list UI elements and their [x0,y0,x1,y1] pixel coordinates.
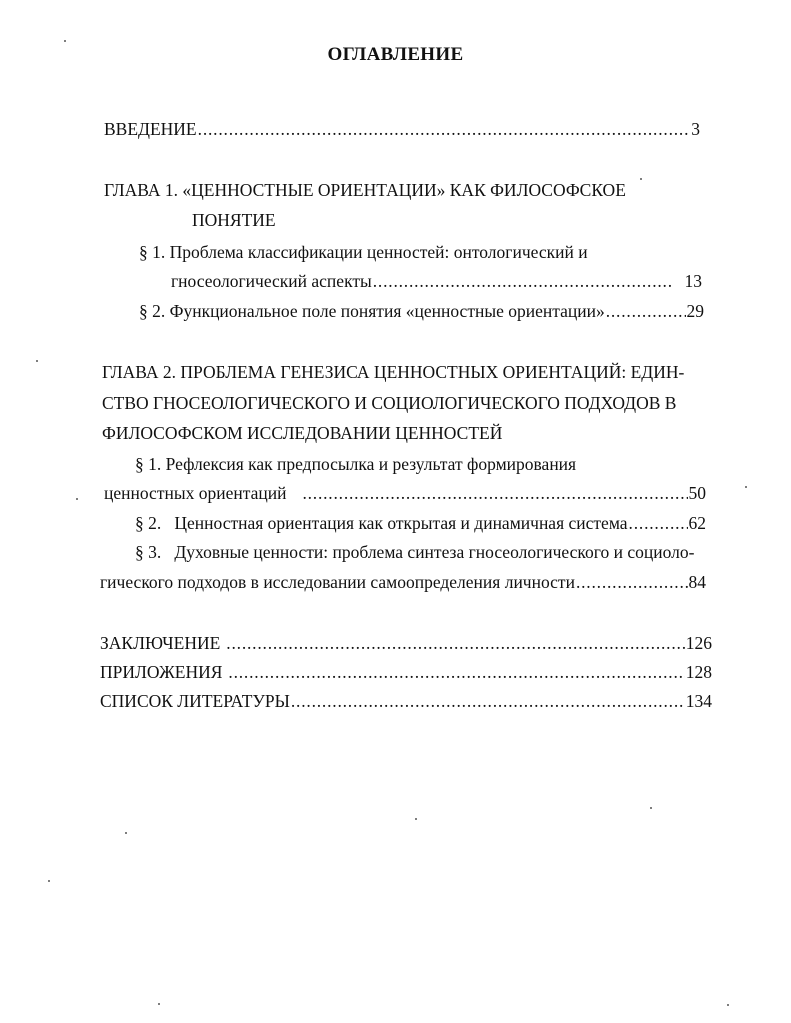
toc-entry-label: ценностных ориентаций [104,483,287,503]
scan-speck [125,832,127,834]
toc-entry-label: ПРИЛОЖЕНИЯ [100,662,223,682]
toc-entry-references [100,690,712,712]
toc-entry-page: 126 [685,633,712,653]
toc-entry-page: 128 [685,662,712,682]
dot-leader [291,690,685,712]
chapter2-heading-line2: СТВО ГНОСЕОЛОГИЧЕСКОГО И СОЦИОЛОГИЧЕСКОГО ПОДХОДОВ В [102,393,677,413]
chapter1-section1-line1: § 1. Проблема классификации ценностей: онтологический и [139,242,588,262]
scan-speck [76,498,78,500]
dot-leader [226,632,684,654]
toc-entry-label: § 2. Функциональное поле понятия «ценностные ориентации» [139,301,605,321]
chapter2-heading-line3: ФИЛОСОФСКОМ ИССЛЕДОВАНИИ ЦЕННОСТЕЙ [102,423,503,443]
chapter2-heading-line1: ГЛАВА 2. ПРОБЛЕМА ГЕНЕЗИСА ЦЕННОСТНЫХ ОРИЕНТАЦИЙ: ЕДИН- [102,362,685,382]
dot-leader [228,661,684,683]
dot-leader [373,270,674,292]
toc-entry-page: 13 [684,271,702,291]
dot-leader [576,571,688,593]
dot-leader [629,512,688,534]
chapter2-section1-line1: § 1. Рефлексия как предпосылка и результат формирования [135,454,577,474]
toc-entry-label: ВВЕДЕНИЕ [104,119,197,139]
scan-speck [650,807,652,809]
dot-leader [606,300,686,322]
toc-entry-ch2-s2 [135,512,706,534]
toc-entry-page: 29 [686,301,704,321]
page-title: ОГЛАВЛЕНИЕ [327,44,464,65]
toc-entry-label: § 2. Ценностная ориентация как открытая и динамичная система [135,513,628,533]
toc-entry-page: 134 [685,691,712,711]
toc-entry-page: 62 [688,513,706,533]
toc-entry-conclusion [100,632,712,654]
toc-entry-label: ЗАКЛЮЧЕНИЕ [100,633,221,653]
toc-entry-intro [104,118,700,140]
toc-entry-ch2-s3 [100,571,706,593]
toc-entry-page: 84 [688,572,706,592]
scan-speck [415,818,417,820]
toc-entry-ch1-s1 [171,270,702,292]
chapter2-section3-line1: § 3. Духовные ценности: проблема синтеза гносеологического и социоло- [135,542,695,562]
dot-leader [198,118,691,140]
dot-leader [302,482,687,504]
chapter1-heading-line2: ПОНЯТИЕ [192,210,276,230]
scan-speck [727,1004,729,1006]
scan-speck [64,40,66,42]
chapter1-heading-line1: ГЛАВА 1. «ЦЕННОСТНЫЕ ОРИЕНТАЦИИ» КАК ФИЛОСОФСКОЕ [104,180,626,200]
toc-entry-ch1-s2 [139,300,704,322]
scan-speck [745,486,747,488]
toc-entry-label: гносеологический аспекты [171,271,372,291]
toc-entry-appendices [100,661,712,683]
toc-entry-page: 3 [691,119,700,139]
toc-entry-page: 50 [688,483,706,503]
toc-entry-ch2-s1 [104,482,706,504]
scan-speck [640,178,642,180]
toc-entry-label: гического подходов в исследовании самоопределения личности [100,572,575,592]
scan-speck [48,880,50,882]
scan-speck [158,1003,160,1005]
toc-entry-label: СПИСОК ЛИТЕРАТУРЫ [100,691,290,711]
scan-speck [36,360,38,362]
